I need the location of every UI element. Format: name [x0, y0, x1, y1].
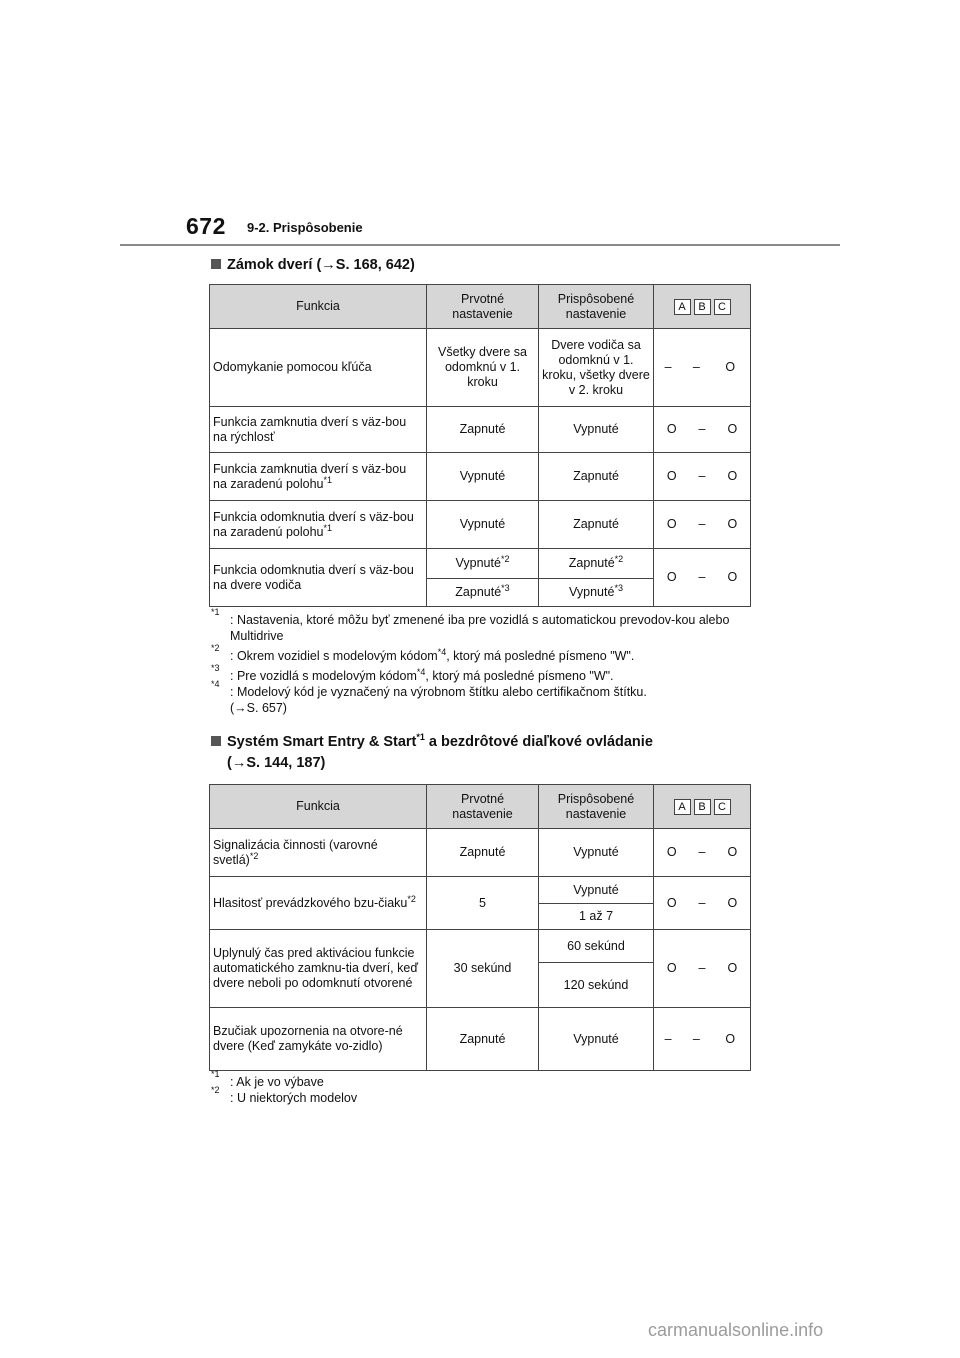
- custom-cell: Vypnuté$^{*3}$: [539, 579, 654, 607]
- footnote: *2 : Okrem vozidiel s modelovým kódom$^{*4}$, ktorý má posledné písmeno "W".: [211, 643, 635, 663]
- footnote: *3 : Pre vozidlá s modelovým kódom$^{*4}$, ktorý má posledné písmeno "W".: [211, 663, 614, 683]
- abc-values-cell: – – O: [654, 329, 751, 407]
- header-rule: [120, 244, 840, 246]
- initial-cell: Zapnuté: [427, 1008, 539, 1071]
- smart-entry-table: [209, 784, 751, 1071]
- custom-cell: 60 sekúnd: [539, 930, 654, 963]
- custom-cell: Vypnuté: [539, 407, 654, 453]
- custom-cell: 1 až 7: [539, 904, 654, 930]
- table-header-row: [210, 285, 751, 329]
- abc-values-cell: – – O: [654, 1008, 751, 1071]
- abc-box-c: C: [714, 299, 731, 315]
- custom-cell: Dvere vodiča sa odomknú v 1. kroku, všetky dvere v 2. kroku: [539, 329, 654, 407]
- footnote: *4 : Modelový kód je vyznačený na výrobnom štítku alebo certifikačnom štítku. (→S. 657): [211, 679, 647, 715]
- initial-cell: Zapnuté: [427, 829, 539, 877]
- function-cell: Odomykanie pomocou kľúča: [210, 329, 427, 407]
- table-row: [210, 407, 751, 453]
- col-header-custom: Prispôsobené nastavenie: [539, 785, 654, 829]
- abc-box-a: A: [674, 299, 691, 315]
- col-header-abc: [654, 285, 751, 329]
- page-number: 672: [186, 213, 226, 239]
- function-cell: Funkcia odomknutia dverí s väz-bou na dvere vodiča: [210, 549, 427, 607]
- initial-cell: 30 sekúnd: [427, 930, 539, 1008]
- arrow-icon: →: [231, 755, 247, 771]
- initial-cell: Zapnuté$^{*3}$: [427, 579, 539, 607]
- function-cell: Uplynulý čas pred aktiváciou funkcie automatického zamknu-tia dverí, keď dvere neboli po odomknutí otvorené: [210, 930, 427, 1008]
- table-row: [210, 453, 751, 501]
- table-row: [210, 549, 751, 579]
- footnote: *1 : Nastavenia, ktoré môžu byť zmenené iba pre vozidlá s automatickou prevodov-kou alebo Multidrive: [211, 607, 730, 643]
- table-row: [210, 329, 751, 407]
- function-cell: Funkcia zamknutia dverí s väz-bou na zaradenú polohu$^{*1}$: [210, 453, 427, 501]
- table-row: [210, 829, 751, 877]
- custom-cell: Vypnuté: [539, 829, 654, 877]
- abc-values-cell: O – O: [654, 829, 751, 877]
- col-header-initial: Prvotné nastavenie: [427, 285, 539, 329]
- col-header-abc: [654, 785, 751, 829]
- abc-box-a: A: [674, 799, 691, 815]
- abc-box-c: C: [714, 799, 731, 815]
- footnote: *1 : Ak je vo výbave: [211, 1069, 324, 1089]
- custom-cell: Vypnuté: [539, 1008, 654, 1071]
- footnotes-section2: [211, 1069, 751, 1106]
- col-header-custom: Prispôsobené nastavenie: [539, 285, 654, 329]
- table-row: [210, 501, 751, 549]
- bullet-square-icon: [211, 259, 221, 269]
- abc-box-b: B: [694, 299, 711, 315]
- custom-cell: Zapnuté: [539, 453, 654, 501]
- abc-values-cell: O – O: [654, 549, 751, 607]
- initial-cell: Všetky dvere sa odomknú v 1. kroku: [427, 329, 539, 407]
- abc-values-cell: O – O: [654, 407, 751, 453]
- arrow-icon: →: [321, 257, 336, 273]
- custom-cell: Zapnuté: [539, 501, 654, 549]
- table-row: [210, 1008, 751, 1071]
- abc-values-cell: O – O: [654, 453, 751, 501]
- function-cell: Bzučiak upozornenia na otvore-né dvere (Keď zamykáte vo-zidlo): [210, 1008, 427, 1071]
- footnotes-section1: [211, 607, 751, 716]
- section1-heading: Zámok dverí (→S. 168, 642): [211, 255, 415, 276]
- table-header-row: [210, 785, 751, 829]
- function-cell: Hlasitosť prevádzkového bzu-čiaku$^{*2}$: [210, 877, 427, 930]
- section2-heading: Systém Smart Entry & Start$^{*1}$ a bezdrôtové diaľkové ovládanie (→S. 144, 187): [211, 732, 653, 774]
- col-header-function: Funkcia: [210, 285, 427, 329]
- function-cell: Signalizácia činnosti (varovné svetlá)$^{*2}$: [210, 829, 427, 877]
- custom-cell: Vypnuté: [539, 877, 654, 904]
- abc-values-cell: O – O: [654, 501, 751, 549]
- function-cell: Funkcia odomknutia dverí s väz-bou na zaradenú polohu$^{*1}$: [210, 501, 427, 549]
- arrow-icon: →: [234, 701, 247, 715]
- col-header-function: Funkcia: [210, 785, 427, 829]
- table-row: [210, 877, 751, 904]
- abc-values-cell: O – O: [654, 930, 751, 1008]
- custom-cell: Zapnuté$^{*2}$: [539, 549, 654, 579]
- custom-cell: 120 sekúnd: [539, 963, 654, 1008]
- section-title: 9-2. Prispôsobenie: [247, 220, 363, 235]
- abc-box-b: B: [694, 799, 711, 815]
- col-header-initial: Prvotné nastavenie: [427, 785, 539, 829]
- initial-cell: Vypnuté$^{*2}$: [427, 549, 539, 579]
- function-cell: Funkcia zamknutia dverí s väz-bou na rýchlosť: [210, 407, 427, 453]
- initial-cell: Zapnuté: [427, 407, 539, 453]
- bullet-square-icon: [211, 736, 221, 746]
- initial-cell: Vypnuté: [427, 501, 539, 549]
- initial-cell: Vypnuté: [427, 453, 539, 501]
- watermark: carmanualsonline.info: [648, 1320, 824, 1340]
- door-lock-table: [209, 284, 751, 607]
- initial-cell: 5: [427, 877, 539, 930]
- abc-values-cell: O – O: [654, 877, 751, 930]
- table-row: [210, 930, 751, 963]
- footnote: *2 : U niektorých modelov: [211, 1085, 358, 1105]
